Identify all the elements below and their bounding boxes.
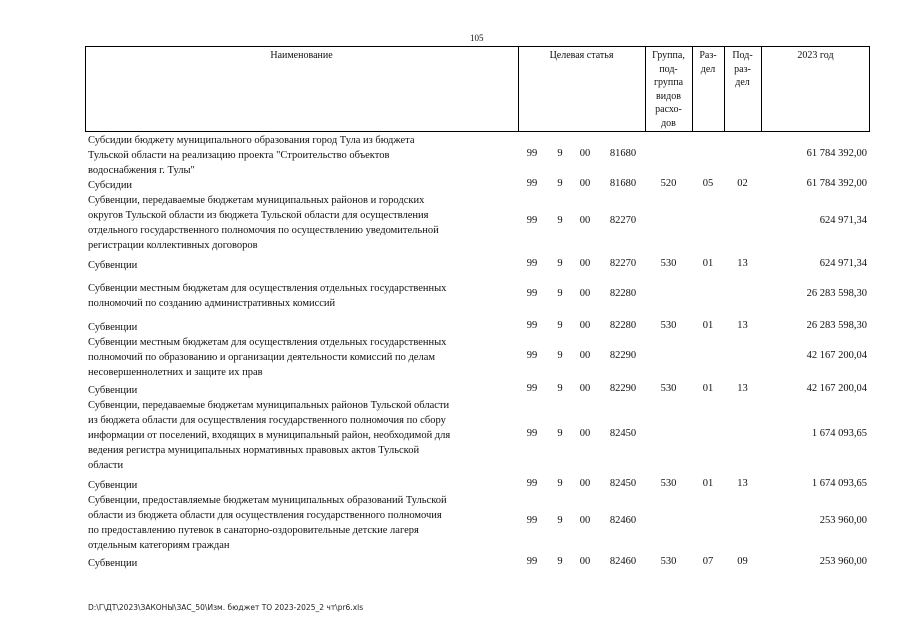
cell-sec: 07	[702, 556, 714, 567]
cell-a: 99	[526, 288, 538, 299]
cell-c: 00	[579, 556, 591, 567]
cell-c: 00	[579, 258, 591, 269]
cell-a: 99	[526, 478, 538, 489]
cell-amount: 624 971,34	[819, 215, 867, 226]
cell-d: 82450	[609, 428, 637, 439]
cell-sec: 01	[702, 320, 714, 331]
header-group: Группа, под- группа видов расхо- дов	[652, 50, 685, 129]
cell-d: 82290	[609, 383, 637, 394]
cell-sec: 01	[702, 383, 714, 394]
cell-a: 99	[526, 178, 538, 189]
cell-amount: 26 283 598,30	[806, 288, 867, 299]
cell-b: 9	[557, 320, 563, 331]
row-name: Субсидии	[88, 180, 133, 191]
cell-b: 9	[557, 215, 563, 226]
cell-amount: 1 674 093,65	[811, 428, 867, 439]
cell-b: 9	[557, 178, 563, 189]
row-name: Субвенции местным бюджетам для осуществления отдельных государственных полномочий по образованию и организации деятельности комиссий по делам несовершеннолетних и защите их прав	[88, 337, 447, 378]
page-number: 105	[470, 33, 484, 43]
header-name: Наименование	[270, 50, 333, 61]
cell-d: 82450	[609, 478, 637, 489]
cell-grp: 530	[660, 258, 677, 269]
cell-sub: 13	[737, 320, 748, 331]
cell-a: 99	[526, 215, 538, 226]
cell-b: 9	[557, 556, 563, 567]
cell-c: 00	[579, 428, 591, 439]
cell-c: 00	[579, 515, 591, 526]
cell-amount: 42 167 200,04	[806, 350, 867, 361]
cell-sub: 13	[737, 478, 748, 489]
cell-sub: 02	[737, 178, 748, 189]
cell-amount: 26 283 598,30	[806, 320, 867, 331]
cell-c: 00	[579, 350, 591, 361]
row-name: Субвенции	[88, 322, 138, 333]
cell-c: 00	[579, 383, 591, 394]
cell-b: 9	[557, 148, 563, 159]
cell-d: 81680	[609, 148, 637, 159]
cell-b: 9	[557, 478, 563, 489]
row-name: Субвенции, передаваемые бюджетам муниципальных районов Тульской области из бюджета области для осуществления государственного полномочия по сбору информации от поселений, входящих в муниципальный район, необходимой для ведения регистра муниципальных нормативных правовых актов Тульской области	[88, 400, 451, 471]
cell-amount: 253 960,00	[819, 515, 867, 526]
cell-b: 9	[557, 428, 563, 439]
cell-amount: 253 960,00	[819, 556, 867, 567]
header-target: Целевая статья	[549, 50, 614, 61]
cell-sub: 09	[737, 556, 748, 567]
cell-a: 99	[526, 350, 538, 361]
row-name: Субвенции местным бюджетам для осуществления отдельных государственных полномочий по созданию административных комиссий	[88, 283, 447, 309]
cell-c: 00	[579, 148, 591, 159]
cell-grp: 530	[660, 320, 677, 331]
cell-d: 82280	[609, 320, 637, 331]
header-year: 2023 год	[797, 50, 834, 61]
cell-a: 99	[526, 320, 538, 331]
cell-b: 9	[557, 258, 563, 269]
cell-d: 82460	[609, 515, 637, 526]
cell-sec: 05	[702, 178, 714, 189]
cell-sec: 01	[702, 258, 714, 269]
cell-sub: 13	[737, 258, 748, 269]
cell-a: 99	[526, 148, 538, 159]
cell-a: 99	[526, 556, 538, 567]
cell-b: 9	[557, 383, 563, 394]
cell-d: 81680	[609, 178, 637, 189]
row-name: Субвенции	[88, 260, 138, 271]
file-path-footer: D:\Г\ДТ\2023\ЗАКОНЫ\ЗАС_50\Изм. бюджет ТО 2023-2025_2 чт\pr6.xls	[88, 603, 364, 612]
cell-d: 82280	[609, 288, 637, 299]
cell-d: 82460	[609, 556, 637, 567]
cell-sub: 13	[737, 383, 748, 394]
row-name: Субвенции	[88, 385, 138, 396]
cell-amount: 624 971,34	[819, 258, 867, 269]
row-name: Субвенции, передаваемые бюджетам муниципальных районов и городских округов Тульской области из бюджета Тульской области для осуществления отдельного государственного полномочия по осуществлению уведомительной регистрации коллективных договоров	[88, 195, 439, 251]
cell-c: 00	[579, 478, 591, 489]
cell-grp: 530	[660, 383, 677, 394]
cell-a: 99	[526, 383, 538, 394]
cell-d: 82270	[609, 258, 637, 269]
cell-amount: 61 784 392,00	[806, 178, 867, 189]
cell-b: 9	[557, 515, 563, 526]
cell-c: 00	[579, 178, 591, 189]
cell-amount: 1 674 093,65	[811, 478, 867, 489]
cell-b: 9	[557, 350, 563, 361]
cell-a: 99	[526, 428, 538, 439]
cell-c: 00	[579, 215, 591, 226]
cell-grp: 530	[660, 478, 677, 489]
row-name: Субвенции	[88, 480, 138, 491]
cell-d: 82290	[609, 350, 637, 361]
cell-a: 99	[526, 515, 538, 526]
cell-b: 9	[557, 288, 563, 299]
cell-sec: 01	[702, 478, 714, 489]
header-subsection: Под- раз- дел	[732, 50, 753, 88]
cell-grp: 520	[660, 178, 677, 189]
cell-amount: 42 167 200,04	[806, 383, 867, 394]
row-name: Субвенции	[88, 558, 138, 569]
row-name: Субсидии бюджету муниципального образования город Тула из бюджета Тульской области на реализацию проекта "Строительство объектов водоснабжения г. Тулы"	[88, 135, 415, 176]
header-section: Раз- дел	[699, 50, 717, 75]
cell-c: 00	[579, 288, 591, 299]
cell-d: 82270	[609, 215, 637, 226]
cell-a: 99	[526, 258, 538, 269]
cell-c: 00	[579, 320, 591, 331]
cell-grp: 530	[660, 556, 677, 567]
cell-amount: 61 784 392,00	[806, 148, 867, 159]
row-name: Субвенции, предоставляемые бюджетам муниципальных образований Тульской области из бюджета области для осуществления государственного полномочия по предоставлению путевок в санаторно-оздоровительные детские лагеря отдельным категориям граждан	[88, 495, 447, 551]
